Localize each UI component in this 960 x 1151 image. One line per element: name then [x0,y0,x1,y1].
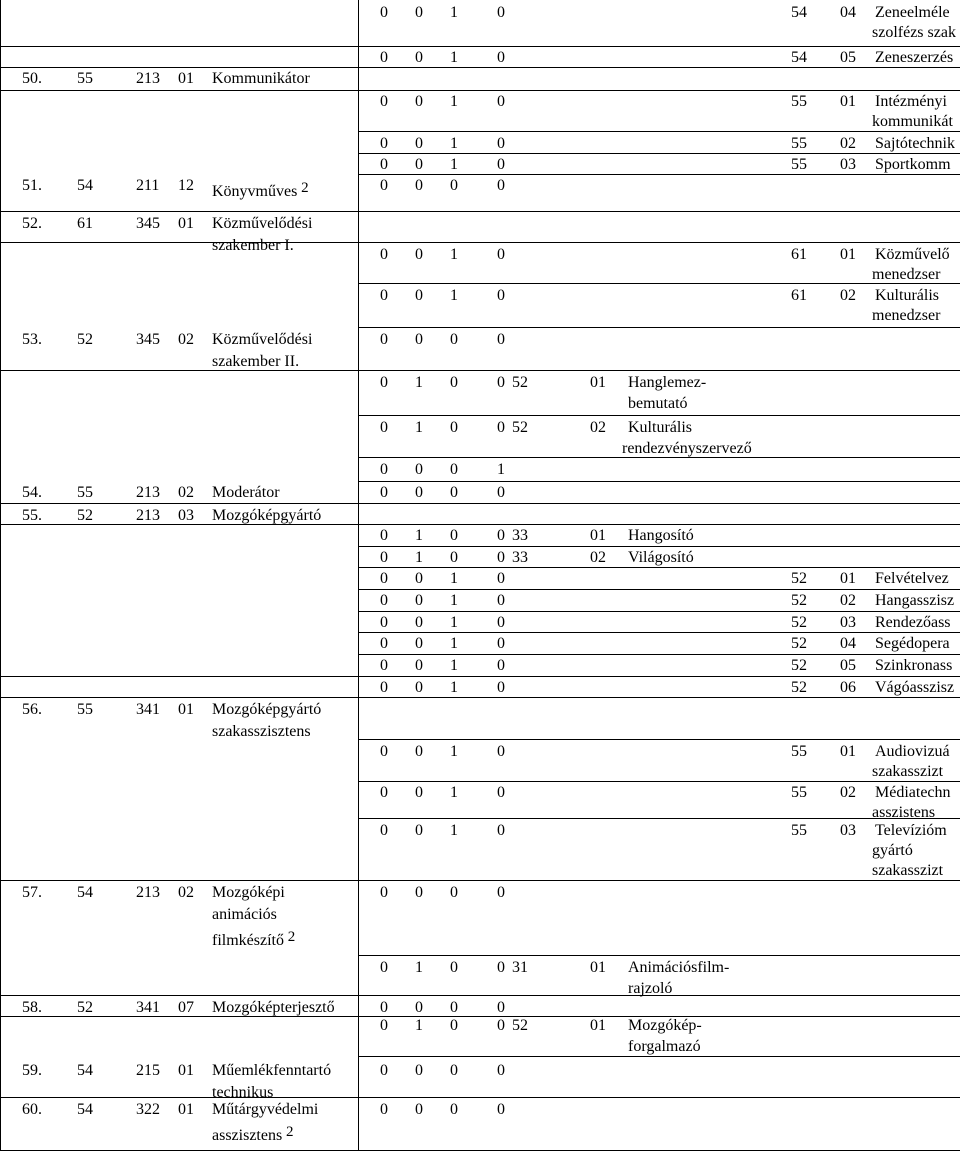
level-flag: 1 [450,784,458,801]
level-flag: 0 [497,1101,505,1118]
level-flag: 0 [450,331,458,348]
code-part-2: 322 [136,1101,160,1118]
level-flag: 1 [497,461,505,478]
level-flag: 0 [380,884,388,901]
level-flag: 0 [415,287,423,304]
extension-code-1: 52 [791,635,807,652]
level-flag: 0 [497,1062,505,1079]
footnote-marker: 2 [282,1124,294,1140]
level-flag: 0 [380,135,388,152]
extension-code-1: 55 [791,156,807,173]
level-flag: 0 [497,177,505,194]
level-flag: 0 [380,177,388,194]
level-flag: 0 [380,592,388,609]
level-flag: 0 [497,743,505,760]
extension-code-1: 54 [791,4,807,21]
level-flag: 1 [450,657,458,674]
code-part-2: 341 [136,999,160,1016]
level-flag: 0 [450,527,458,544]
row-number: 59. [22,1062,42,1079]
branch-name: Kulturális [628,419,692,436]
level-flag: 0 [497,4,505,21]
level-flag: 0 [497,527,505,544]
level-flag: 0 [380,1017,388,1034]
row-number: 56. [22,701,42,718]
qualification-name: technikus [212,1084,274,1101]
qualification-name: szakasszisztens [212,723,311,740]
level-flag: 0 [380,959,388,976]
level-flag: 0 [380,246,388,263]
branch-name: bemutató [628,395,688,412]
level-flag: 1 [450,49,458,66]
level-flag: 1 [450,135,458,152]
qualification-name: szakember I. [212,237,294,254]
code-part-1: 52 [77,999,93,1016]
level-flag: 0 [497,419,505,436]
code-part-2: 213 [136,70,160,87]
level-flag: 0 [415,461,423,478]
extension-code-2: 03 [840,156,856,173]
table-horizontal-rule [358,654,960,655]
level-flag: 0 [415,331,423,348]
table-horizontal-rule [0,676,960,677]
level-flag: 0 [450,884,458,901]
level-flag: 0 [380,484,388,501]
extension-name: szakasszizt [872,862,944,879]
extension-name: Felvételvez [875,570,949,587]
level-flag: 1 [450,679,458,696]
level-flag: 0 [415,635,423,652]
level-flag: 0 [497,287,505,304]
table-horizontal-rule [0,503,960,504]
extension-code-1: 55 [791,743,807,760]
table-horizontal-rule [0,697,960,698]
qualification-name: Műtárgyvédelmi [212,1101,319,1118]
level-flag: 0 [497,49,505,66]
extension-name: asszistens [872,804,936,821]
code-part-3: 01 [178,1062,194,1079]
row-number: 50. [22,70,42,87]
level-flag: 0 [380,743,388,760]
level-flag: 1 [415,549,423,566]
level-flag: 1 [450,4,458,21]
level-flag: 0 [380,999,388,1016]
branch-code-1: 52 [512,419,528,436]
footnote-marker: 2 [297,180,309,196]
extension-code-1: 55 [791,822,807,839]
extension-code-2: 03 [840,614,856,631]
table-horizontal-rule [358,131,960,132]
extension-code-1: 54 [791,49,807,66]
extension-name: Zeneszerzés [875,49,954,66]
level-flag: 0 [380,4,388,21]
level-flag: 0 [497,484,505,501]
extension-code-1: 52 [791,614,807,631]
extension-code-1: 55 [791,784,807,801]
table-horizontal-rule [358,589,960,590]
branch-code-2: 01 [590,374,606,391]
level-flag: 0 [380,657,388,674]
level-flag: 0 [497,614,505,631]
table-horizontal-rule [0,46,960,47]
level-flag: 0 [497,784,505,801]
level-flag: 0 [415,592,423,609]
level-flag: 0 [415,657,423,674]
qualification-name: Műemlékfenntartó [212,1062,332,1079]
extension-name: Médiatechn [875,784,951,801]
level-flag: 0 [497,156,505,173]
extension-name: Hangasszisz [875,592,955,609]
qualification-name: Mozgóképi [212,884,285,901]
level-flag: 0 [415,1062,423,1079]
level-flag: 1 [415,1017,423,1034]
level-flag: 1 [450,635,458,652]
branch-name: Hanglemez- [628,374,707,391]
branch-code-2: 01 [590,1017,606,1034]
code-part-2: 211 [136,177,160,194]
code-part-3: 02 [178,884,194,901]
level-flag: 0 [450,1017,458,1034]
branch-code-1: 33 [512,549,528,566]
level-flag: 0 [497,549,505,566]
extension-code-2: 02 [840,287,856,304]
level-flag: 0 [450,461,458,478]
level-flag: 0 [380,570,388,587]
level-flag: 1 [415,419,423,436]
code-part-1: 55 [77,70,93,87]
table-horizontal-rule [0,211,960,212]
table-horizontal-rule [358,283,960,284]
code-part-3: 01 [178,215,194,232]
level-flag: 0 [497,884,505,901]
extension-name: Intézményi [875,93,947,110]
level-flag: 0 [415,784,423,801]
code-part-1: 54 [77,1101,93,1118]
level-flag: 0 [380,93,388,110]
level-flag: 0 [380,156,388,173]
table-horizontal-rule [358,955,960,956]
table-horizontal-rule [0,880,960,881]
qualification-name: Közművelődési [212,331,313,348]
level-flag: 1 [450,743,458,760]
level-flag: 0 [450,419,458,436]
level-flag: 0 [380,822,388,839]
level-flag: 0 [450,374,458,391]
branch-code-2: 02 [590,549,606,566]
table-horizontal-rule [358,781,960,782]
level-flag: 0 [497,135,505,152]
code-part-2: 215 [136,1062,160,1079]
level-flag: 0 [497,959,505,976]
extension-code-2: 05 [840,49,856,66]
code-part-3: 12 [178,177,194,194]
level-flag: 0 [497,999,505,1016]
level-flag: 0 [380,549,388,566]
level-flag: 1 [415,959,423,976]
level-flag: 0 [497,657,505,674]
row-number: 52. [22,215,42,232]
table-horizontal-rule [358,415,960,416]
level-flag: 0 [380,635,388,652]
code-part-3: 01 [178,701,194,718]
level-flag: 0 [415,743,423,760]
level-flag: 0 [415,614,423,631]
extension-name: Audiovizuá [875,743,950,760]
table-horizontal-rule [358,153,960,154]
level-flag: 1 [450,246,458,263]
branch-name: forgalmazó [628,1038,701,1055]
level-flag: 0 [450,959,458,976]
extension-code-2: 01 [840,93,856,110]
level-flag: 0 [415,93,423,110]
table-horizontal-rule [0,67,960,68]
extension-code-2: 01 [840,246,856,263]
level-flag: 1 [415,527,423,544]
table-horizontal-rule [0,995,960,996]
branch-name: Animációsfilm- [628,959,730,976]
extension-code-1: 61 [791,287,807,304]
level-flag: 0 [380,1062,388,1079]
table-horizontal-rule [358,1056,960,1057]
extension-name: Sajtótechnik [875,135,955,152]
level-flag: 0 [497,635,505,652]
code-part-2: 213 [136,484,160,501]
extension-name: Vágóasszisz [875,679,955,696]
qualification-name: Mozgóképterjesztő [212,999,335,1016]
extension-code-1: 52 [791,679,807,696]
qualification-name: animációs [212,906,277,923]
code-part-3: 07 [178,999,194,1016]
extension-code-1: 55 [791,93,807,110]
extension-code-1: 52 [791,657,807,674]
qualification-name: Közművelődési [212,215,313,232]
qualification-name: Moderátor [212,484,280,501]
level-flag: 0 [497,246,505,263]
level-flag: 1 [450,592,458,609]
row-number: 60. [22,1101,42,1118]
level-flag: 0 [450,999,458,1016]
branch-name: Mozgókép- [628,1017,702,1034]
table-vertical-rule [0,0,1,1151]
level-flag: 0 [497,570,505,587]
level-flag: 0 [450,1062,458,1079]
extension-code-2: 04 [840,4,856,21]
extension-code-2: 04 [840,635,856,652]
code-part-2: 213 [136,507,160,524]
level-flag: 0 [497,374,505,391]
extension-code-1: 61 [791,246,807,263]
qualification-name: Könyvműves $^2$ [212,180,309,200]
code-part-3: 02 [178,484,194,501]
level-flag: 0 [415,822,423,839]
level-flag: 0 [415,177,423,194]
extension-code-2: 05 [840,657,856,674]
level-flag: 1 [450,287,458,304]
level-flag: 0 [497,679,505,696]
code-part-2: 213 [136,884,160,901]
extension-name: Kulturális [875,287,939,304]
level-flag: 0 [497,822,505,839]
level-flag: 0 [380,461,388,478]
branch-name: Világosító [628,549,694,566]
table-vertical-rule [358,0,359,1151]
extension-name: kommunikát [872,113,953,130]
qualification-name: Mozgóképgyártó [212,507,322,524]
level-flag: 0 [415,4,423,21]
level-flag: 0 [450,177,458,194]
extension-name: gyártó [872,842,913,859]
extension-code-1: 55 [791,135,807,152]
code-part-3: 02 [178,331,194,348]
level-flag: 0 [497,93,505,110]
extension-name: Rendezőass [875,614,951,631]
level-flag: 0 [450,549,458,566]
code-part-3: 01 [178,1101,194,1118]
qualification-name: Kommunikátor [212,70,310,87]
extension-code-2: 06 [840,679,856,696]
table-horizontal-rule [358,481,960,482]
table-horizontal-rule [0,370,960,371]
level-flag: 0 [415,570,423,587]
row-number: 53. [22,331,42,348]
level-flag: 1 [450,156,458,173]
extension-code-2: 01 [840,570,856,587]
level-flag: 0 [380,287,388,304]
qualification-name: filmkészítő $^2$ [212,929,296,949]
table-horizontal-rule [358,632,960,633]
table-horizontal-rule [358,327,960,328]
level-flag: 0 [415,999,423,1016]
row-number: 55. [22,507,42,524]
table-horizontal-rule [358,818,960,819]
table-horizontal-rule [358,611,960,612]
level-flag: 0 [497,592,505,609]
code-part-2: 345 [136,215,160,232]
row-number: 54. [22,484,42,501]
branch-code-1: 33 [512,527,528,544]
level-flag: 0 [497,1017,505,1034]
code-part-1: 52 [77,331,93,348]
level-flag: 0 [380,1101,388,1118]
level-flag: 1 [450,570,458,587]
level-flag: 0 [380,331,388,348]
code-part-1: 55 [77,484,93,501]
extension-name: menedzser [872,266,941,283]
extension-code-2: 02 [840,135,856,152]
branch-code-1: 31 [512,959,528,976]
level-flag: 0 [380,679,388,696]
extension-code-2: 02 [840,592,856,609]
branch-name: rajzoló [628,980,673,997]
level-flag: 0 [415,884,423,901]
code-part-1: 61 [77,215,93,232]
branch-code-2: 02 [590,419,606,436]
qualification-name: szakember II. [212,353,300,370]
code-part-1: 54 [77,884,93,901]
level-flag: 0 [415,246,423,263]
level-flag: 0 [380,419,388,436]
extension-name: Zeneelméle [875,4,950,21]
table-horizontal-rule [0,242,960,243]
code-part-2: 345 [136,331,160,348]
extension-name: Televízióm [875,822,947,839]
code-part-1: 55 [77,701,93,718]
table-horizontal-rule [358,546,960,547]
branch-code-2: 01 [590,527,606,544]
branch-name: rendezvényszervező [622,440,752,457]
level-flag: 0 [415,49,423,66]
extension-name: Szinkronass [875,657,953,674]
branch-code-1: 52 [512,1017,528,1034]
footnote-marker: 2 [283,929,296,945]
extension-code-2: 03 [840,822,856,839]
level-flag: 0 [380,49,388,66]
code-part-1: 54 [77,1062,93,1079]
level-flag: 0 [415,679,423,696]
level-flag: 1 [450,93,458,110]
level-flag: 0 [450,1101,458,1118]
extension-code-2: 01 [840,743,856,760]
extension-name: Segédopera [875,635,950,652]
level-flag: 0 [380,784,388,801]
branch-name: Hangosító [628,527,694,544]
row-number: 57. [22,884,42,901]
level-flag: 0 [497,331,505,348]
branch-code-1: 52 [512,374,528,391]
level-flag: 0 [415,135,423,152]
code-part-1: 54 [77,177,93,194]
extension-name: szakasszizt [872,763,944,780]
extension-code-1: 52 [791,592,807,609]
extension-name: menedzser [872,307,941,324]
row-number: 51. [22,177,42,194]
level-flag: 1 [415,374,423,391]
table-horizontal-rule [358,174,960,175]
level-flag: 0 [380,527,388,544]
code-part-1: 52 [77,507,93,524]
level-flag: 0 [450,484,458,501]
table-horizontal-rule [0,90,960,91]
level-flag: 0 [415,484,423,501]
code-part-3: 01 [178,70,194,87]
table-horizontal-rule [358,567,960,568]
level-flag: 0 [415,156,423,173]
extension-code-2: 02 [840,784,856,801]
qualification-name: asszisztens $^2$ [212,1124,294,1144]
level-flag: 0 [380,374,388,391]
extension-name: Sportkomm [875,156,951,173]
table-horizontal-rule [358,739,960,740]
extension-code-1: 52 [791,570,807,587]
table-horizontal-rule [0,1097,960,1098]
code-part-2: 341 [136,701,160,718]
code-part-3: 03 [178,507,194,524]
branch-code-2: 01 [590,959,606,976]
qualification-name: Mozgóképgyártó [212,701,322,718]
extension-name: szolfézs szak [872,24,956,41]
level-flag: 1 [450,614,458,631]
level-flag: 1 [450,822,458,839]
extension-name: Közművelő [875,246,950,263]
level-flag: 0 [380,614,388,631]
row-number: 58. [22,999,42,1016]
level-flag: 0 [415,1101,423,1118]
